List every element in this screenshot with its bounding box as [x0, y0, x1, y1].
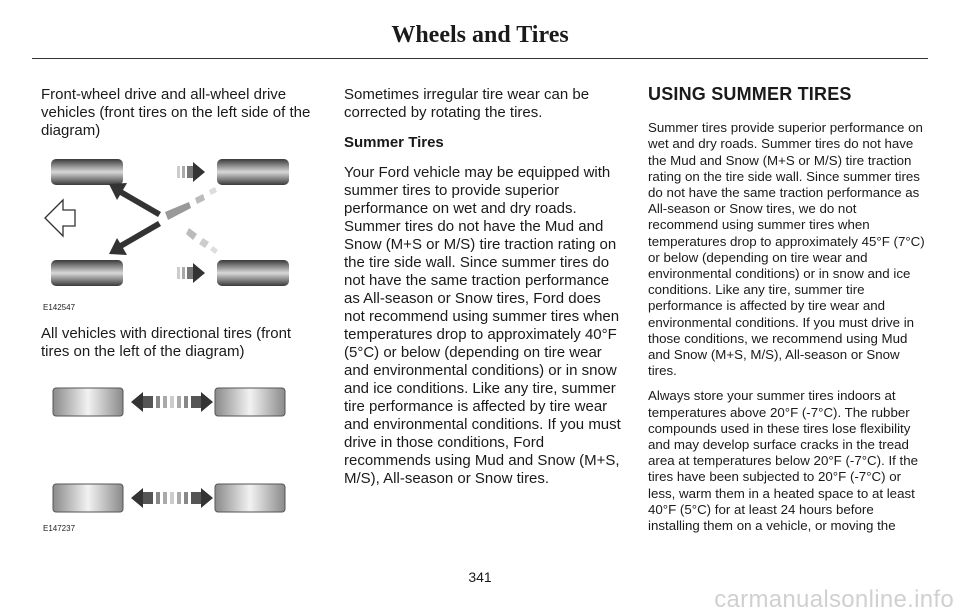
tire-icon-rear-right — [215, 484, 285, 512]
diagram-caption-directional: All vehicles with directional tires (front tires on the left of the diagram) — [41, 325, 292, 360]
column-left-lower — [41, 325, 311, 373]
paragraph-storage: Always store your summer tires indoors at temperatures above 20°F (-7°C). The rubber compounds used in these tires lose flexibility and may develop surface cracks in the tread area at temperatures below 20°F (-7°C). If the tires have been subjected to 20°F (-7°C) or less, warm them in a heated space to at least 40°F (5°C) for at least 24 hours before installing them on a vehicle, or moving the — [648, 388, 919, 534]
diagonal-arrow-up-icon — [109, 183, 161, 217]
figure-id-label: E147237 — [43, 524, 76, 533]
double-arrow-icon — [131, 392, 213, 412]
straight-arrow-icon — [177, 263, 205, 283]
page-number: 341 — [468, 569, 492, 585]
straight-arrow-icon — [177, 162, 205, 182]
tire-icon-front-right — [51, 260, 123, 286]
watermark: carmanualsonline.info — [714, 586, 954, 613]
header-rule — [32, 58, 928, 59]
column-middle — [344, 86, 624, 500]
tire-icon-rear-left — [215, 388, 285, 416]
figure-id-label: E142547 — [43, 303, 76, 312]
tire-icon-front-right — [53, 484, 123, 512]
tire-rotation-diagram-directional — [41, 380, 311, 520]
dashed-diagonal-segments — [165, 187, 218, 254]
tire-icon-rear-right — [217, 260, 289, 286]
diagram-caption-front-wheel: Front-wheel drive and all-wheel drive vehicles (front tires on the left side of the diagram) — [41, 86, 311, 139]
forward-direction-arrow-icon — [45, 200, 75, 236]
column-right — [648, 86, 928, 543]
paragraph-summer-tires: Your Ford vehicle may be equipped with summer tires to provide superior performance on wet and dry roads. Summer tires do not have the Mud and Snow (M+S or M/S) tire traction rating on the tire side wall. Since summer tires do not have the same traction performance as All-season or Snow tires, Ford does not recommend using summer tires when temperatures drop to approximately 40°F (5°C) or below (depending on tire wear and environmental conditions) or in snow and ice conditions. Like any tire, summer tire performance is affected by tire wear and environmental conditions. If you must drive in those conditions, Ford recommends using Mud and Snow (M+S, M/S), All-season or Snow tires. — [344, 164, 621, 487]
diagonal-arrow-down-icon — [109, 221, 161, 255]
paragraph-rotation: Sometimes irregular tire wear can be corrected by rotating the tires. — [344, 86, 590, 121]
paragraph-summer-performance: Summer tires provide superior performance on wet and dry roads. Summer tires do not have the Mud and Snow (M+S or M/S) tire traction rating on the tire side wall. Since summer tires do not have the same traction performance as All-season or Snow tires, we do not recommend using summer tires when temperatures drop to approximately 45°F (7°C) or below (depending on tire wear and environmental conditions) or in snow and ice conditions. Like any tire, summer tire performance is affected by tire wear and environmental conditions. If you must drive in those conditions, we recommend using Mud and Snow (M+S, M/S), All-season or Snow tires. — [648, 120, 925, 379]
tire-icon-front-left — [51, 159, 123, 185]
tire-icon-front-left — [53, 388, 123, 416]
subheading-summer-tires: Summer Tires — [344, 134, 444, 151]
section-heading-using-summer-tires: USING SUMMER TIRES — [648, 84, 852, 104]
column-left — [41, 86, 311, 152]
tire-rotation-diagram-fwd — [41, 150, 311, 310]
page-header-title: Wheels and Tires — [391, 22, 569, 48]
double-arrow-icon — [131, 488, 213, 508]
tire-icon-rear-left — [217, 159, 289, 185]
